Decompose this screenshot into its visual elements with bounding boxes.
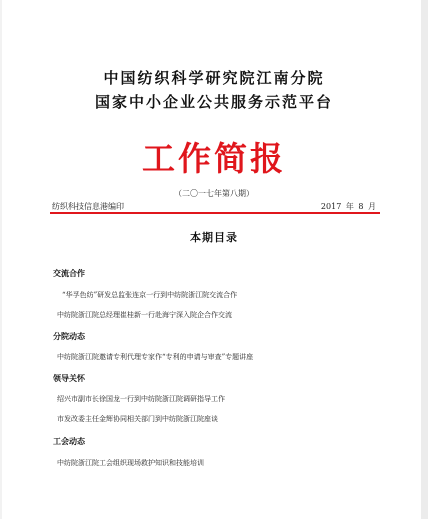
publication-date: 2017 年 8 月	[320, 202, 376, 211]
toc-title: 本期目录	[190, 231, 238, 244]
publisher-label: 纺织科技信息港编印	[52, 202, 124, 211]
briefing-title: 工作简报	[142, 139, 286, 178]
toc-item: 绍兴市副市长徐国龙一行到中纺院浙江院调研指导工作	[57, 395, 225, 403]
issue-number: （二〇一七年第八期）	[174, 189, 254, 198]
section-heading-exchange: 交流合作	[53, 269, 85, 278]
section-heading-union: 工会动态	[53, 437, 85, 446]
toc-item: 中纺院浙江院邀请专利代理专家作“专利的申请与审查”专题讲座	[57, 353, 254, 361]
section-heading-branch-news: 分院动态	[53, 332, 85, 341]
organization-name: 中国纺织科学研究院江南分院	[103, 69, 325, 87]
toc-item: 中纺院浙江院总经理崔桂新一行赴海宁深入院企合作交流	[57, 311, 232, 319]
toc-item: 中纺院浙江院工会组织现场救护知识和技能培训	[57, 459, 204, 467]
section-heading-leadership: 领导关怀	[53, 374, 85, 383]
toc-item: “华孚色纺”研发总监张连京一行到中纺院浙江院交流合作	[62, 291, 238, 299]
toc-item: 市发改委主任金辉协同相关部门到中纺院浙江院座谈	[57, 415, 218, 423]
platform-name: 国家中小企业公共服务示范平台	[94, 93, 333, 111]
red-divider	[50, 212, 380, 214]
